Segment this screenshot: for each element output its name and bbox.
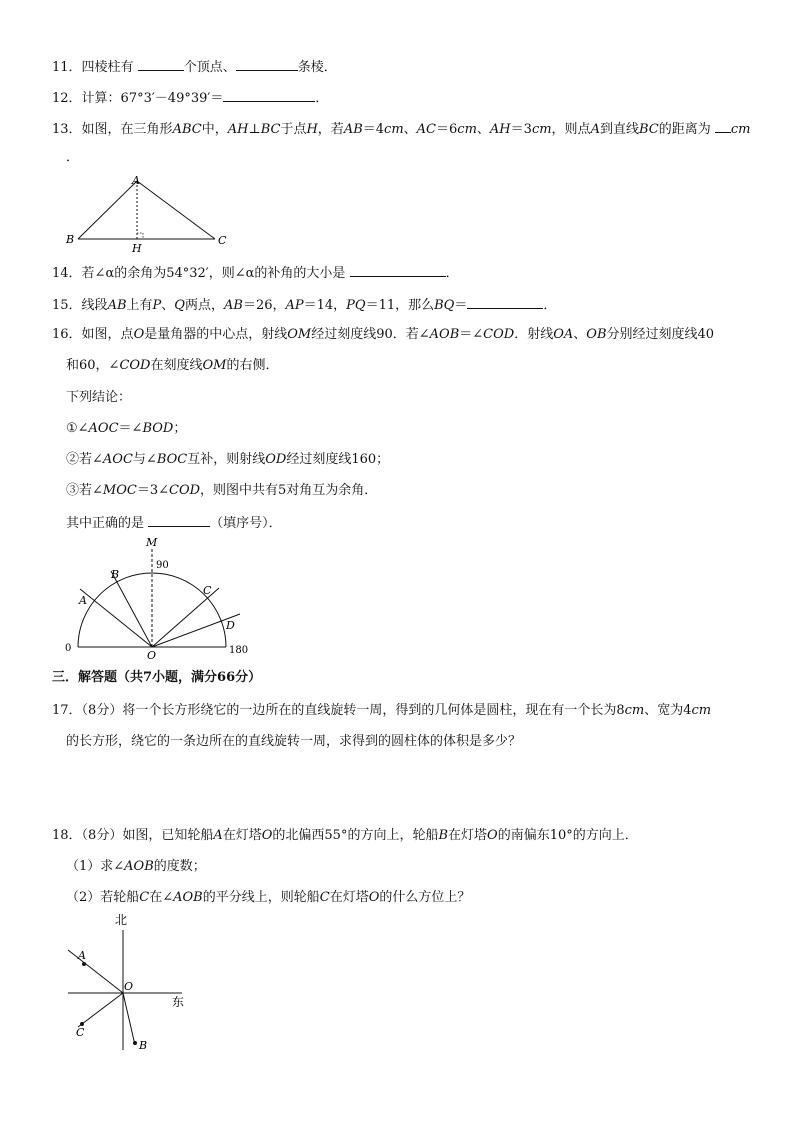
q13-var: ABC (172, 122, 202, 137)
q15-var: Q (174, 298, 185, 313)
q18-text: 的南偏东10°的方向上． (497, 828, 638, 843)
point-b-label: B (139, 1039, 148, 1052)
q16-var: OA (553, 327, 574, 342)
point-a-label: A (79, 594, 87, 607)
answer-blank[interactable] (350, 264, 446, 277)
q12-text: 计算：67°3′－49°39′＝ (81, 91, 224, 106)
q16-text: 如图，点 (81, 327, 134, 342)
section-3-heading: 三．解答题（共7小题，满分66分） (52, 670, 262, 685)
unit: cm (384, 122, 404, 137)
q15-text: ． (543, 298, 557, 313)
unit: cm (531, 122, 552, 137)
q16-text: 分别经过刻度线40 (606, 327, 715, 342)
q18-var: C (319, 890, 330, 905)
q16-var: AOB (429, 327, 460, 342)
q16-text: 是量角器的中心点，射线 (144, 327, 288, 342)
answer-blank[interactable] (138, 58, 184, 71)
q11-text: 条棱． (297, 60, 337, 75)
q15-var: AB (223, 298, 243, 313)
q15-var: AP (285, 298, 304, 313)
q16-var: OD (265, 452, 287, 467)
unit: cm (624, 703, 645, 718)
q16-text: 经过刻度线160； (286, 452, 390, 467)
q11-text: 个顶点、 (183, 60, 236, 75)
q18-text: 在灯塔 (329, 890, 369, 905)
q16-text: 和60，∠ (66, 358, 120, 373)
q13-var: AB (343, 122, 363, 137)
q14-text: ． (445, 266, 459, 281)
q16-var: OB (586, 327, 607, 342)
triangle-figure (60, 172, 240, 255)
q15-var: PQ (346, 298, 366, 313)
q16-var: COD (169, 483, 201, 498)
q18-text: 的度数； (153, 859, 206, 874)
q18-text: 的北偏西55°的方向上，轮船 (272, 828, 439, 843)
question-15 (52, 296, 556, 314)
question-11 (52, 58, 337, 76)
q18-var: B (438, 828, 449, 843)
q16-text: ； (173, 421, 187, 436)
ray-ob (123, 993, 135, 1045)
point-b-dot (133, 1041, 137, 1045)
q18-text: 的平分线上，则轮船 (202, 890, 320, 905)
q15-text: ＝14， (303, 298, 347, 313)
q13-end-mark: ． (66, 150, 80, 165)
q15-var: BQ (434, 298, 455, 313)
q13-text: ，则点 (551, 122, 591, 137)
q13-var: BC (260, 122, 281, 137)
q16-var: AOC (88, 421, 119, 436)
tick-0-label: 0 (65, 643, 72, 654)
question-18 (52, 828, 638, 844)
q16-conclusions-heading: 下列结论： (66, 390, 132, 405)
q18-text: 在灯塔 (448, 828, 488, 843)
question-14 (52, 264, 459, 282)
north-label: 北 (115, 913, 128, 927)
answer-blank[interactable] (715, 120, 731, 133)
q16-var: BOC (156, 452, 188, 467)
q13-text: 到直线 (599, 122, 639, 137)
question-number: 14． (52, 266, 82, 281)
answer-blank[interactable] (236, 58, 298, 71)
q16-var: COD (119, 358, 151, 373)
point-a-label: A (78, 949, 86, 962)
question-16 (52, 327, 714, 343)
q11-text: 四棱柱有 (81, 60, 134, 75)
q13-text: ，若 (317, 122, 344, 137)
q13-text: ＝3 (510, 122, 532, 137)
q17-text: 、宽为4 (644, 703, 692, 718)
point-h-label: H (132, 242, 142, 255)
q16-var: BOD (142, 421, 174, 436)
question-17 (52, 703, 711, 719)
unit: cm (457, 122, 477, 137)
question-number: 13． (52, 122, 82, 137)
q13-var: AH (489, 122, 511, 137)
q18-var: O (487, 828, 498, 843)
ray-ob (111, 571, 152, 647)
q18-text: 在∠ (149, 890, 174, 905)
unit: cm (691, 703, 712, 718)
q15-text: ＝11，那么 (365, 298, 435, 313)
tick-180-label: 180 (229, 645, 249, 656)
q16-conclusion-2 (66, 452, 389, 468)
q18-text: （2）若轮船 (66, 890, 140, 905)
q15-var: AB (107, 298, 127, 313)
point-o-label: O (124, 980, 134, 993)
q16-text: 的右侧． (226, 358, 279, 373)
q18-part-1 (66, 859, 206, 875)
q16-text: ＝∠ (118, 421, 143, 436)
q15-text: ＝ (454, 298, 468, 313)
question-12 (52, 89, 328, 107)
question-number: 15． (52, 298, 82, 313)
answer-blank[interactable] (223, 89, 315, 102)
ray-oa (80, 589, 152, 647)
q16-var: O (133, 327, 145, 342)
q15-text: 线段 (81, 298, 108, 313)
q18-var: A (213, 828, 223, 843)
q18-text: （8分）如图，已知轮船 (81, 828, 214, 843)
question-17-line-2: 的长方形，绕它的一条边所在的直线旋转一周，求得到的圆柱体的体积是多少？ (66, 734, 522, 749)
q16-conclusion-1 (66, 421, 186, 437)
q12-text: ． (315, 91, 329, 106)
point-b-label: B (66, 233, 75, 246)
q16-text: 互补，则射线 (187, 452, 266, 467)
q16-text: 经过刻度线90．若∠ (311, 327, 430, 342)
q13-var: A (590, 122, 600, 137)
q13-text: ＝4 (362, 122, 385, 137)
q18-var: O (261, 828, 273, 843)
q15-text: 、 (161, 298, 175, 313)
q16-text: 在刻度线 (150, 358, 203, 373)
q17-text: （8分）将一个长方形绕它的一边所在的直线旋转一周，得到的几何体是圆柱，现在有一个长为8 (81, 703, 625, 718)
point-a-dot (82, 962, 86, 966)
q16-var: COD (483, 327, 515, 342)
q15-text: ＝26， (242, 298, 286, 313)
q16-text: ．射线 (514, 327, 554, 342)
right-angle-mark (137, 233, 143, 239)
q18-var: AOB (173, 890, 203, 905)
point-m-label: M (146, 536, 158, 549)
q14-text: 若∠α的余角为54°32′，则∠α的补角的大小是 (81, 266, 346, 281)
q16-text: ③若∠ (66, 483, 103, 498)
question-number: 16． (52, 327, 82, 342)
q13-var: AC (416, 122, 437, 137)
q16-text: 与∠ (132, 452, 157, 467)
q15-text: 上有 (126, 298, 153, 313)
q16-text: 、 (573, 327, 587, 342)
q18-var: C (139, 890, 150, 905)
question-number: 18． (52, 828, 82, 843)
q16-var: AOC (102, 452, 133, 467)
question-number: 11． (52, 60, 82, 75)
q13-text: 中， (201, 122, 228, 137)
protractor-figure (60, 535, 260, 660)
q15-text: 两点， (184, 298, 224, 313)
question-number: 17． (52, 703, 82, 718)
answer-blank[interactable] (467, 296, 543, 309)
q16-text: （填序号）． (210, 516, 282, 531)
ray-oc (78, 993, 123, 1027)
q16-var: OM (202, 358, 227, 373)
q13-text: 、 (403, 122, 417, 137)
tick-90-label: 90 (156, 560, 169, 571)
q16-text: ＝∠ (459, 327, 484, 342)
question-16-line-2 (66, 358, 278, 374)
q13-text: ＝6 (436, 122, 458, 137)
question-number: 12． (52, 91, 82, 106)
q16-conclusion-3 (66, 483, 377, 499)
q13-var: AH (227, 122, 249, 137)
q18-part-2 (66, 890, 470, 906)
point-b-label: B (111, 568, 120, 581)
segment-ac (137, 181, 215, 239)
perp-symbol: ⊥ (248, 122, 261, 137)
point-d-label: D (226, 619, 235, 632)
q16-text: ＝3∠ (136, 483, 169, 498)
point-a-label: A (132, 174, 140, 187)
q13-var: H (306, 122, 318, 137)
question-13 (52, 120, 750, 138)
point-c-label: C (76, 1026, 85, 1039)
ray-oa (68, 950, 123, 993)
q16-text: ①∠ (66, 421, 89, 436)
q18-text: 的什么方位上？ (379, 890, 471, 905)
q16-text: ，则图中共有5对角互为余角． (200, 483, 378, 498)
q18-text: 在灯塔 (222, 828, 262, 843)
point-o-label: O (147, 649, 157, 662)
compass-direction-figure (60, 912, 210, 1057)
q15-var: P (152, 298, 162, 313)
q18-var: O (368, 890, 380, 905)
q16-var: OM (287, 327, 312, 342)
point-c-label: C (203, 584, 212, 597)
q18-text: （1）求∠ (66, 859, 125, 874)
q13-text: 、 (476, 122, 490, 137)
q13-text: 于点 (280, 122, 307, 137)
q16-answer-line (66, 514, 282, 532)
q13-text: 如图，在三角形 (81, 122, 173, 137)
east-label: 东 (172, 995, 185, 1009)
segment-ab (78, 181, 137, 239)
q18-var: AOB (124, 859, 154, 874)
q16-text: 其中正确的是 (66, 516, 145, 531)
unit: cm (730, 122, 751, 137)
q16-var: MOC (102, 483, 137, 498)
q13-text: 的距离为 (658, 122, 711, 137)
point-c-label: C (218, 234, 227, 247)
answer-blank[interactable] (148, 514, 210, 527)
q13-var: BC (638, 122, 659, 137)
q16-text: ②若∠ (66, 452, 103, 467)
